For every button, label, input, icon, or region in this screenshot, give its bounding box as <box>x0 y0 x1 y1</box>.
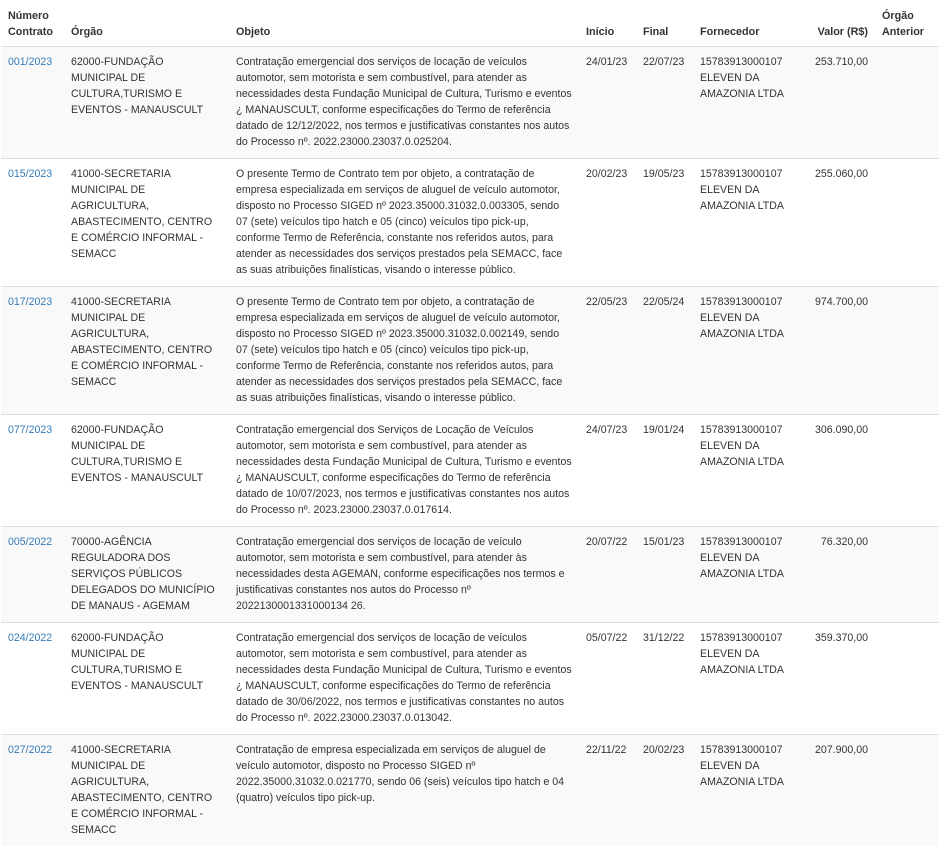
fornecedor-cnpj: 15783913000107 <box>700 56 783 68</box>
cell-final: 22/07/23 <box>636 47 693 159</box>
cell-objeto: Contratação emergencial dos serviços de locação de veículo automotor, sem motorista e sem combustível, para atender às necessidades desta AGEMAN, conforme especificações nos termos e justificativas constantes nos autos do Processo nº 2022130001331000134 26. <box>229 527 579 623</box>
cell-valor: 359.370,00 <box>793 623 875 735</box>
fornecedor-nome: ELEVEN DA AMAZONIA LTDA <box>700 760 784 788</box>
cell-fornecedor <box>693 287 793 415</box>
cell-objeto: Contratação emergencial dos Serviços de Locação de Veículos automotor, sem motorista e sem combustível, para atender as necessidades desta Fundação Municipal de Cultura, Turismo e eventos ¿ MANAUSCULT, conforme especificações do Termo de referência datado de 10/07/2023, nos termos e justificativas constantes nos autos do Processo nº. 2023.23000.23037.0.017614. <box>229 415 579 527</box>
table-row <box>1 415 939 527</box>
header-inicio[interactable]: Início <box>579 0 636 47</box>
contract-number-link[interactable]: 017/2023 <box>8 296 53 308</box>
cell-numero-contrato <box>1 623 64 735</box>
header-numero-contrato[interactable]: Número Contrato <box>1 0 64 47</box>
cell-orgao: 62000-FUNDAÇÃO MUNICIPAL DE CULTURA,TURISMO E EVENTOS - MANAUSCULT <box>64 623 229 735</box>
cell-objeto: Contratação emergencial dos serviços de locação de veículos automotor, sem motorista e sem combustível, para atender as necessidades desta Fundação Municipal de Cultura, Turismo e eventos ¿ MANAUSCULT, conforme especificações do Termo de referência datado de 30/06/2022, nos termos e justificativas constantes no autos do Processo nº. 2022.23000.23037.0.013042. <box>229 623 579 735</box>
cell-final: 20/02/23 <box>636 735 693 847</box>
cell-objeto: Contratação emergencial dos serviços de locação de veículos automotor, sem motorista e sem combustível, para atender as necessidades desta Fundação Municipal de Cultura, Turismo e eventos ¿ MANAUSCULT, conforme especificações do Termo de referência datado de 12/12/2022, nos termos e justificativas constantes nos autos do Processo nº. 2022.23000.23037.0.025204. <box>229 47 579 159</box>
fornecedor-cnpj: 15783913000107 <box>700 424 783 436</box>
cell-final: 19/01/24 <box>636 415 693 527</box>
fornecedor-nome: ELEVEN DA AMAZONIA LTDA <box>700 72 784 100</box>
cell-objeto: Contratação de empresa especializada em serviços de aluguel de veículo automotor, disposto no Processo SIGED nº 2022.35000.31032.0.021770, sendo 06 (seis) veículos tipo hatch e 04 (quatro) veículos tipo pick-up. <box>229 735 579 847</box>
cell-valor: 306.090,00 <box>793 415 875 527</box>
contract-number-link[interactable]: 015/2023 <box>8 168 53 180</box>
cell-inicio: 24/01/23 <box>579 47 636 159</box>
fornecedor-cnpj: 15783913000107 <box>700 168 783 180</box>
cell-fornecedor <box>693 415 793 527</box>
cell-final: 22/05/24 <box>636 287 693 415</box>
fornecedor-nome: ELEVEN DA AMAZONIA LTDA <box>700 184 784 212</box>
fornecedor-cnpj: 15783913000107 <box>700 536 783 548</box>
header-orgao-anterior[interactable]: Órgão Anterior <box>875 0 939 47</box>
cell-valor: 255.060,00 <box>793 159 875 287</box>
table-header-row <box>1 0 939 47</box>
cell-fornecedor <box>693 47 793 159</box>
cell-inicio: 05/07/22 <box>579 623 636 735</box>
cell-numero-contrato <box>1 287 64 415</box>
cell-orgao-anterior <box>875 287 939 415</box>
cell-orgao: 41000-SECRETARIA MUNICIPAL DE AGRICULTURA, ABASTECIMENTO, CENTRO E COMÉRCIO INFORMAL - SEMACC <box>64 287 229 415</box>
contracts-table <box>1 0 939 846</box>
cell-inicio: 20/02/23 <box>579 159 636 287</box>
cell-orgao: 62000-FUNDAÇÃO MUNICIPAL DE CULTURA,TURISMO E EVENTOS - MANAUSCULT <box>64 47 229 159</box>
cell-objeto: O presente Termo de Contrato tem por objeto, a contratação de empresa especializada em serviços de aluguel de veículo automotor, disposto no Processo SIGED nº 2023.35000.31032.0.003305, sendo 07 (sete) veículos tipo hatch e 05 (cinco) veículos tipo pick-up, conforme Termo de Referência, constante nos referidos autos, para atender as necessidades dos serviços prestados pela SEMACC, face as suas atribuições finalísticas, visando o interesse público. <box>229 159 579 287</box>
cell-fornecedor <box>693 735 793 847</box>
header-final[interactable]: Final <box>636 0 693 47</box>
cell-valor: 207.900,00 <box>793 735 875 847</box>
table-row <box>1 623 939 735</box>
cell-valor: 974.700,00 <box>793 287 875 415</box>
table-row <box>1 527 939 623</box>
cell-fornecedor <box>693 159 793 287</box>
cell-orgao-anterior <box>875 623 939 735</box>
fornecedor-cnpj: 15783913000107 <box>700 744 783 756</box>
cell-inicio: 24/07/23 <box>579 415 636 527</box>
cell-orgao: 41000-SECRETARIA MUNICIPAL DE AGRICULTURA, ABASTECIMENTO, CENTRO E COMÉRCIO INFORMAL - SEMACC <box>64 159 229 287</box>
contract-number-link[interactable]: 001/2023 <box>8 56 53 68</box>
contract-number-link[interactable]: 005/2022 <box>8 536 53 548</box>
cell-inicio: 20/07/22 <box>579 527 636 623</box>
header-valor[interactable]: Valor (R$) <box>793 0 875 47</box>
contract-number-link[interactable]: 027/2022 <box>8 744 53 756</box>
table-row <box>1 735 939 847</box>
header-orgao[interactable]: Órgão <box>64 0 229 47</box>
fornecedor-cnpj: 15783913000107 <box>700 296 783 308</box>
table-row <box>1 47 939 159</box>
header-fornecedor[interactable]: Fornecedor <box>693 0 793 47</box>
cell-final: 15/01/23 <box>636 527 693 623</box>
contract-number-link[interactable]: 077/2023 <box>8 424 53 436</box>
cell-final: 19/05/23 <box>636 159 693 287</box>
cell-numero-contrato <box>1 159 64 287</box>
cell-fornecedor <box>693 527 793 623</box>
header-objeto[interactable]: Objeto <box>229 0 579 47</box>
fornecedor-cnpj: 15783913000107 <box>700 632 783 644</box>
cell-inicio: 22/11/22 <box>579 735 636 847</box>
cell-final: 31/12/22 <box>636 623 693 735</box>
cell-orgao: 41000-SECRETARIA MUNICIPAL DE AGRICULTURA, ABASTECIMENTO, CENTRO E COMÉRCIO INFORMAL - SEMACC <box>64 735 229 847</box>
cell-orgao: 62000-FUNDAÇÃO MUNICIPAL DE CULTURA,TURISMO E EVENTOS - MANAUSCULT <box>64 415 229 527</box>
cell-numero-contrato <box>1 415 64 527</box>
fornecedor-nome: ELEVEN DA AMAZONIA LTDA <box>700 552 784 580</box>
cell-fornecedor <box>693 623 793 735</box>
cell-orgao-anterior <box>875 735 939 847</box>
cell-orgao-anterior <box>875 415 939 527</box>
cell-numero-contrato <box>1 47 64 159</box>
cell-inicio: 22/05/23 <box>579 287 636 415</box>
cell-orgao: 70000-AGÊNCIA REGULADORA DOS SERVIÇOS PÚBLICOS DELEGADOS DO MUNICÍPIO DE MANAUS - AGEMAM <box>64 527 229 623</box>
fornecedor-nome: ELEVEN DA AMAZONIA LTDA <box>700 648 784 676</box>
cell-valor: 76.320,00 <box>793 527 875 623</box>
contract-number-link[interactable]: 024/2022 <box>8 632 53 644</box>
table-row <box>1 287 939 415</box>
cell-valor: 253.710,00 <box>793 47 875 159</box>
fornecedor-nome: ELEVEN DA AMAZONIA LTDA <box>700 312 784 340</box>
cell-orgao-anterior <box>875 159 939 287</box>
cell-objeto: O presente Termo de Contrato tem por objeto, a contratação de empresa especializada em serviços de aluguel de veículo automotor, disposto no Processo SIGED nº 2023.35000.31032.0.002149, sendo 07 (sete) veículos tipo hatch e 05 (cinco) veículos tipo pick-up, conforme Termo de Referência, constante nos referidos autos, para atender as necessidades dos serviços prestados pela SEMACC, face as suas atribuições finalísticas, visando o interesse público. <box>229 287 579 415</box>
cell-numero-contrato <box>1 735 64 847</box>
cell-orgao-anterior <box>875 527 939 623</box>
cell-orgao-anterior <box>875 47 939 159</box>
cell-numero-contrato <box>1 527 64 623</box>
table-row <box>1 159 939 287</box>
fornecedor-nome: ELEVEN DA AMAZONIA LTDA <box>700 440 784 468</box>
